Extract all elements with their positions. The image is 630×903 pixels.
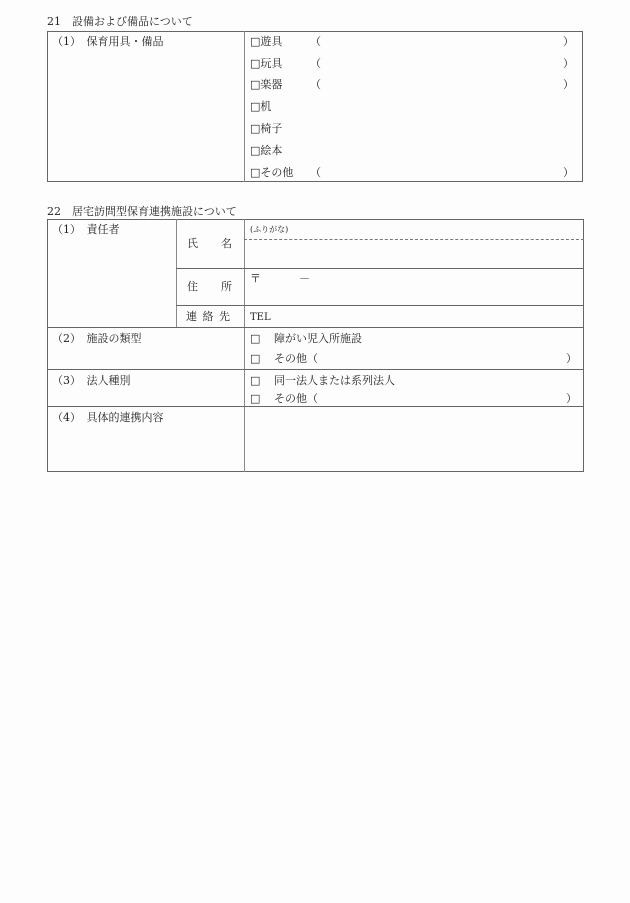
row-line-type (47, 369, 584, 370)
furigana-divider (244, 239, 584, 240)
address-input[interactable] (245, 270, 583, 304)
paren-close: ） (563, 57, 574, 70)
checkbox-same-corporation[interactable]: □ (250, 374, 261, 387)
checkbox-playground-equipment[interactable]: □遊具 (250, 35, 283, 48)
checkbox-chair[interactable]: □椅子 (250, 122, 283, 135)
tel-input[interactable] (270, 307, 582, 326)
checkbox-disabled-children-facility[interactable]: □ (250, 332, 261, 345)
paren-close: ） (566, 392, 577, 405)
option-text: その他（ (274, 392, 318, 405)
name-label-a: 氏 (187, 237, 198, 250)
name-label-b: 名 (221, 237, 232, 250)
equipment-table (47, 31, 583, 182)
postal-mark-icon: 〒 (250, 272, 261, 285)
section-22-title: 22 居宅訪問型保育連携施設について (47, 205, 237, 218)
cooperation-details-input[interactable] (246, 408, 582, 470)
cooperation-details-label: （4） 具体的連携内容 (52, 411, 164, 424)
row-line-name (176, 268, 584, 269)
furigana-input[interactable] (245, 224, 583, 238)
equipment-table-divider (244, 31, 245, 182)
option-text: その他（ (274, 352, 318, 365)
address-label-b: 所 (221, 280, 232, 293)
checkbox-picture-books[interactable]: □絵本 (250, 144, 283, 157)
row-line-contact (47, 327, 584, 328)
paren-open: （ (310, 166, 321, 179)
checkbox-instruments[interactable]: □楽器 (250, 78, 283, 91)
postal-dash: － (299, 272, 310, 285)
contact-label: 連 絡 先 (186, 310, 231, 323)
option-text: 障がい児入所施設 (274, 332, 362, 345)
facility-type-label: （2） 施設の類型 (52, 332, 142, 345)
paren-close: ） (563, 166, 574, 179)
furigana-label: (ふりがな) (250, 225, 289, 234)
paren-close: ） (563, 35, 574, 48)
checkbox-desk[interactable]: □机 (250, 100, 272, 113)
tel-label: TEL (250, 312, 271, 323)
divider-sublabel (176, 219, 177, 327)
paren-open: （ (310, 35, 321, 48)
address-label-a: 住 (187, 280, 198, 293)
checkbox-other[interactable]: □その他 (250, 166, 294, 179)
name-input[interactable] (245, 241, 583, 267)
checkbox-corporation-other[interactable]: □ (250, 392, 261, 405)
paren-close: ） (566, 352, 577, 365)
paren-open: （ (310, 57, 321, 70)
row-line-corp (47, 406, 584, 407)
corporation-type-label: （3） 法人種別 (52, 374, 131, 387)
paren-close: ） (563, 78, 574, 91)
equipment-row-label: （1） 保育用具・備品 (52, 35, 164, 48)
section-21-title: 21 設備および備品について (47, 15, 193, 28)
checkbox-toys[interactable]: □玩具 (250, 57, 283, 70)
option-text: 同一法人または系列法人 (274, 374, 395, 387)
responsible-person-label: （1） 責任者 (52, 223, 120, 236)
paren-open: （ (310, 78, 321, 91)
checkbox-facility-other[interactable]: □ (250, 352, 261, 365)
row-line-address (176, 305, 584, 306)
